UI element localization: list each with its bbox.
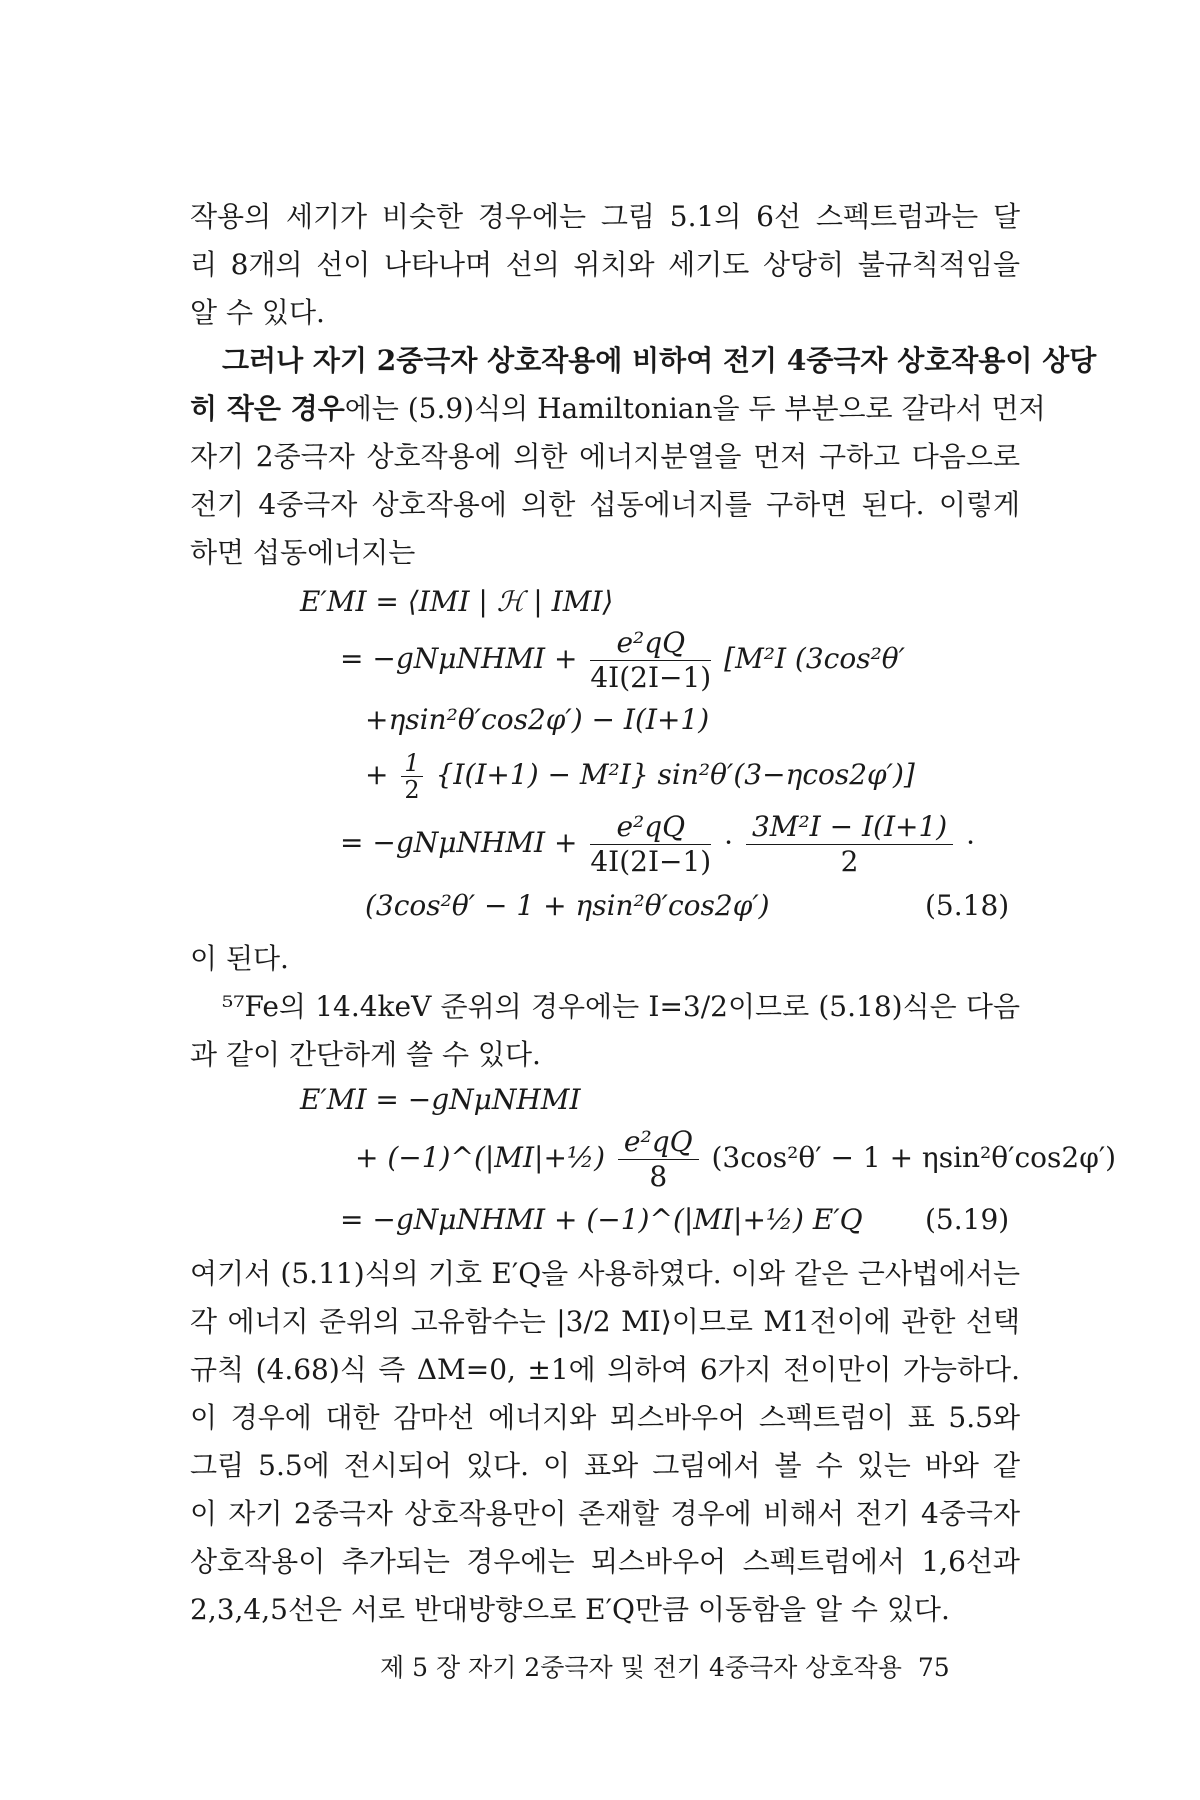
text-line: 과 같이 간단하게 쓸 수 있다. <box>190 1038 541 1071</box>
fraction <box>401 750 422 803</box>
equation-line <box>355 1125 1116 1194</box>
chapter-title: 제 5 장 자기 2중극자 및 전기 4중극자 상호작용 <box>380 1653 902 1682</box>
equation-line: E′MI = ⟨IMI | ℋ | IMI⟩ <box>300 585 614 618</box>
bold-heading-line: 그러나 자기 2중극자 상호작용에 비하여 전기 4중극자 상호작용이 상당 <box>222 344 1097 377</box>
fraction <box>618 1125 699 1194</box>
equation-line <box>340 626 905 695</box>
equation-segment: + (−1)^(|MI|+½) <box>355 1141 605 1174</box>
fraction <box>590 810 711 879</box>
equation-number: (5.18) <box>925 889 1010 922</box>
equation-segment: (3cos²θ′ − 1 + ηsin²θ′cos2φ′) <box>711 1141 1117 1174</box>
text-line: 이 자기 2중극자 상호작용만이 존재할 경우에 비해서 전기 4중극자 <box>190 1497 1020 1530</box>
text-line: 여기서 (5.11)식의 기호 E′Q을 사용하였다. 이와 같은 근사법에서는 <box>190 1257 1020 1290</box>
fraction-denominator: 8 <box>649 1160 668 1193</box>
page-footer <box>380 1648 950 1688</box>
text-line: 작용의 세기가 비슷한 경우에는 그림 5.1의 6선 스펙트럼과는 달 <box>190 200 1020 233</box>
fraction-denominator: 2 <box>840 845 859 878</box>
multiply-dot: · <box>724 826 734 859</box>
equation-segment: + <box>365 758 389 791</box>
text-line: 상호작용이 추가되는 경우에는 뫼스바우어 스펙트럼에서 1,6선과 <box>190 1545 1020 1578</box>
equation-line: = −gNμNHMI + (−1)^(|MI|+½) E′Q <box>340 1203 863 1236</box>
equation-segment: [M²I (3cos²θ′ <box>724 642 906 675</box>
text-line <box>190 385 1046 433</box>
equation-segment: {I(I+1) − M²I} sin²θ′(3−ηcos2φ′)] <box>435 758 915 791</box>
equation-line: +ηsin²θ′cos2φ′) − I(I+1) <box>365 703 710 736</box>
text-line: ⁵⁷Fe의 14.4keV 준위의 경우에는 I=3/2이므로 (5.18)식은 다음 <box>222 990 1020 1023</box>
fraction-denominator: 4I(2I−1) <box>590 845 712 878</box>
text-line: 알 수 있다. <box>190 296 325 329</box>
equation-segment: = −gNμNHMI + <box>340 826 578 859</box>
text-line: 그림 5.5에 전시되어 있다. 이 표와 그림에서 볼 수 있는 바와 같 <box>190 1449 1020 1482</box>
bold-text: 히 작은 경우 <box>190 392 345 425</box>
fraction <box>746 810 953 879</box>
fraction-numerator: 1 <box>401 750 422 777</box>
fraction-numerator: 3M²I − I(I+1) <box>746 810 953 845</box>
equation-line <box>365 750 915 803</box>
text-line: 리 8개의 선이 나타나며 선의 위치와 세기도 상당히 불규칙적임을 <box>190 248 1020 281</box>
fraction <box>590 626 711 695</box>
text-line: 규칙 (4.68)식 즉 ΔM=0, ±1에 의하여 6가지 전이만이 가능하다. <box>190 1353 1020 1386</box>
text-segment: 에는 (5.9)식의 Hamiltonian을 두 부분으로 갈라서 먼저 <box>344 392 1046 425</box>
fraction-numerator: e²qQ <box>618 1125 699 1160</box>
fraction-numerator: e²qQ <box>590 810 711 845</box>
text-line: 이 경우에 대한 감마선 에너지와 뫼스바우어 스펙트럼이 표 5.5와 <box>190 1401 1020 1434</box>
equation-segment: = −gNμNHMI + <box>340 642 578 675</box>
equation-number: (5.19) <box>925 1203 1010 1236</box>
text-line: 각 에너지 준위의 고유함수는 |3/2 MI⟩이므로 M1전이에 관한 선택 <box>190 1305 1020 1338</box>
fraction-denominator: 4I(2I−1) <box>590 661 712 694</box>
equation-line <box>340 810 975 879</box>
fraction-denominator: 2 <box>404 776 420 804</box>
text-line: 2,3,4,5선은 서로 반대방향으로 E′Q만큼 이동함을 알 수 있다. <box>190 1593 950 1626</box>
text-line: 하면 섭동에너지는 <box>190 536 416 569</box>
text-line: 이 된다. <box>190 942 289 975</box>
fraction-numerator: e²qQ <box>590 626 711 661</box>
text-line: 자기 2중극자 상호작용에 의한 에너지분열을 먼저 구하고 다음으로 <box>190 440 1020 473</box>
equation-line: (3cos²θ′ − 1 + ηsin²θ′cos2φ′) <box>365 889 770 922</box>
multiply-dot: · <box>966 826 976 859</box>
text-line: 전기 4중극자 상호작용에 의한 섭동에너지를 구하면 된다. 이렇게 <box>190 488 1020 521</box>
page-number: 75 <box>917 1653 950 1682</box>
equation-line: E′MI = −gNμNHMI <box>300 1083 581 1116</box>
